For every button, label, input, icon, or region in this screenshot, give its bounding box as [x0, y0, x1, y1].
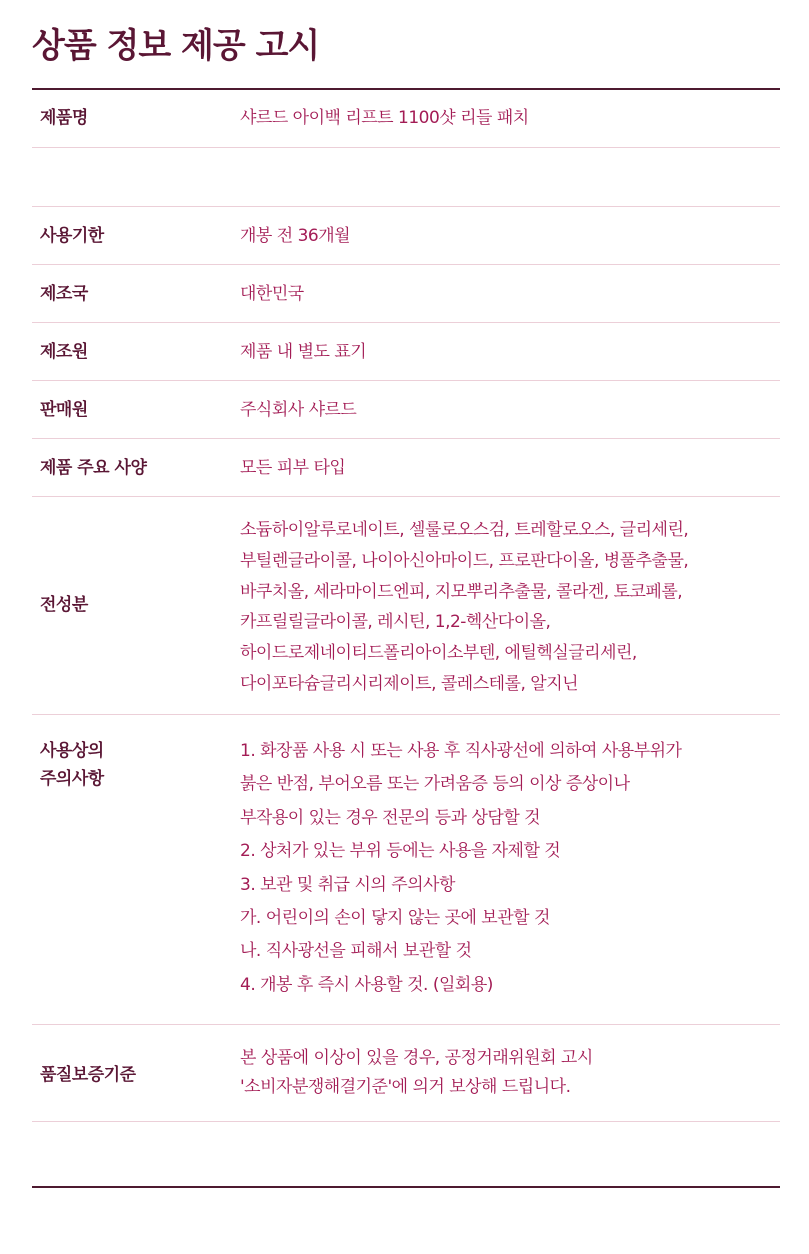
row-manufacturer: [32, 323, 780, 381]
caution-line: 1. 화장품 사용 시 또는 사용 후 직사광선에 의하여 사용부위가: [240, 741, 682, 761]
row-label: 제조국: [40, 284, 88, 304]
row-value: 샤르드 아이백 리프트 1100샷 리들 패치: [240, 108, 529, 128]
row-specs: [32, 439, 780, 497]
ingredients-line: 바쿠치올, 세라마이드엔피, 지모뿌리추출물, 콜라겐, 토코페롤,: [240, 581, 683, 602]
caution-line: 나. 직사광선을 피해서 보관할 것: [240, 941, 472, 962]
row-quality: [32, 1025, 780, 1122]
row-caution: [32, 715, 780, 1025]
ingredients-line: 부틸렌글라이콜, 나이아신아마이드, 프로판다이올, 병풀추출물,: [240, 550, 689, 571]
row-distributor: [32, 381, 780, 439]
caution-line: 부작용이 있는 경우 전문의 등과 상담할 것: [240, 807, 541, 828]
quality-line: '소비자분쟁해결기준'에 의거 보상해 드립니다.: [240, 1077, 571, 1097]
row-label: 제품 주요 사양: [40, 458, 147, 478]
label-line: 주의사항: [40, 769, 104, 789]
label-line: 사용상의: [40, 741, 104, 761]
bottom-divider: [32, 1186, 780, 1188]
row-label: 사용기한: [40, 226, 104, 246]
caution-line: 4. 개봉 후 즉시 사용할 것. (일회용): [240, 974, 493, 995]
row-value: 대한민국: [240, 284, 304, 304]
quality-text: [240, 1044, 772, 1102]
ingredients-line: 다이포타슘글리시리제이트, 콜레스테롤, 알지닌: [240, 673, 579, 694]
row-value: 제품 내 별도 표기: [240, 342, 367, 362]
row-label: 전성분: [40, 595, 88, 615]
row-label: 제품명: [40, 108, 88, 128]
ingredients-line: 하이드로제네이티드폴리아이소부텐, 에틸헥실글리세린,: [240, 643, 637, 664]
ingredients-line: 카프릴릴글라이콜, 레시틴, 1,2-헥산다이올,: [240, 612, 551, 633]
ingredients-list: [240, 515, 772, 700]
row-ingredients: [32, 497, 780, 715]
row-product-name: [32, 90, 780, 148]
row-label: 판매원: [40, 400, 88, 420]
caution-line: 3. 보관 및 취급 시의 주의사항: [240, 874, 455, 895]
row-value: 개봉 전 36개월: [240, 226, 351, 246]
row-value: 모든 피부 타입: [240, 458, 346, 478]
caution-list: [240, 735, 772, 1002]
row-value: 주식회사 샤르드: [240, 400, 357, 420]
row-country: [32, 265, 780, 323]
row-shelf-life: [32, 207, 780, 265]
row-label: [40, 737, 104, 793]
caution-line: 2. 상처가 있는 부위 등에는 사용을 자제할 것: [240, 841, 561, 862]
caution-line: 붉은 반점, 부어오름 또는 가려움증 등의 이상 증상이나: [240, 774, 630, 795]
row-label: 품질보증기준: [40, 1065, 136, 1085]
row-label: 제조원: [40, 342, 88, 362]
quality-line: 본 상품에 이상이 있을 경우, 공정거래위원회 고시: [240, 1048, 593, 1068]
caution-line: 가. 어린이의 손이 닿지 않는 곳에 보관할 것: [240, 907, 550, 928]
row-empty: [32, 148, 780, 207]
ingredients-line: 소듐하이알루로네이트, 셀룰로오스검, 트레할로오스, 글리세린,: [240, 520, 689, 540]
page-title: 상품 정보 제공 고시: [32, 26, 320, 66]
